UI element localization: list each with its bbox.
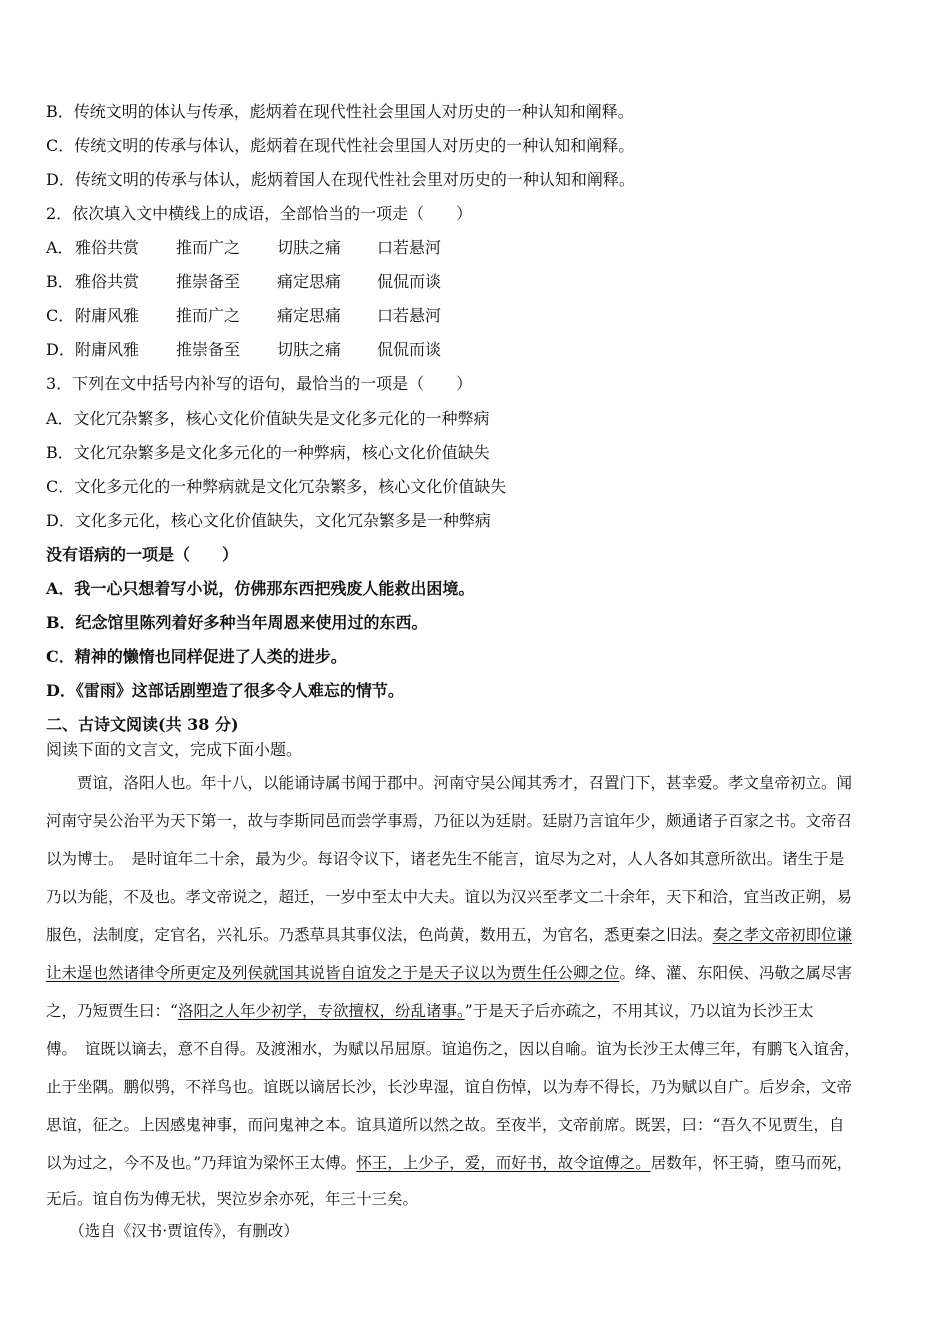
idiom: 雅俗共赏 [75,238,140,257]
option-label: A． [46,238,74,257]
passage-source: （选自《汉书·贾谊传》，有删改） [46,1222,299,1240]
q4-option-b: B．纪念馆里陈列着好多种当年周恩来使用过的东西。 [46,613,428,632]
idiom: 侃侃而谈 [377,272,442,291]
passage-line: 无后。谊自伤为傅无状，哭泣岁余亦死，年三十三矣。 [46,1190,419,1208]
passage-line: 思谊，征之。上因感鬼神事，而问鬼神之本。谊具道所以然之故。至夜半，文帝前席。既罢，曰：“吾久不见贾生，自 [46,1116,845,1134]
idiom: 雅俗共赏 [75,272,140,291]
q3-option-b: B．文化冗杂繁多是文化多元化的一种弊病，核心文化价值缺失 [46,443,490,462]
option-label: B． [46,272,74,291]
idiom: 推而广之 [176,238,241,257]
q4-option-c: C．精神的懒惰也同样促进了人类的进步。 [46,647,347,666]
idiom: 切肤之痛 [277,340,342,359]
underlined-sentence: 洛阳之人年少初学，专欲擅权，纷乱诸事。 [177,1002,465,1020]
passage-text: 居数年，怀王骑，堕马而死， [650,1154,853,1172]
passage-line [46,925,852,945]
underlined-sentence: 奏之孝文帝初即位谦 [712,926,853,944]
q1-option-b: B．传统文明的体认与传承，彪炳着在现代性社会里国人对历史的一种认知和阐释。 [46,102,634,121]
idiom: 痛定思痛 [277,272,342,291]
q1-option-d: D．传统文明的传承与体认，彪炳着国人在现代性社会里对历史的一种认知和阐释。 [46,170,635,189]
idiom: 口若悬河 [377,306,442,325]
idiom: 附庸风雅 [75,340,140,359]
passage-text: 服色，法制度，定官名，兴礼乐。乃悉草具其事仪法，色尚黄，数用五，为官名，悉更秦之旧法。 [46,926,713,944]
idiom: 推崇备至 [176,272,241,291]
idiom: 侃侃而谈 [377,340,442,359]
section-instruction: 阅读下面的文言文，完成下面小题。 [46,740,303,759]
passage-line: 河南守吴公治平为天下第一，故与李斯同邑而尝学事焉，乃征以为廷尉。廷尉乃言谊年少，颇通诸子百家之书。文帝召 [46,812,853,830]
idiom: 切肤之痛 [277,238,342,257]
passage-line [46,1153,852,1173]
idiom: 附庸风雅 [75,306,140,325]
passage-text: 。绛、灌、东阳侯、冯敬之属尽害 [619,964,853,982]
passage-line: 乃以为能，不及也。孝文帝说之，超迁，一岁中至太中大夫。谊以为汉兴至孝文二十余年，天下和洽，宜当改正朔，易 [46,888,853,906]
q3-stem: 3．下列在文中括号内补写的语句，最恰当的一项是（ ） [46,374,473,393]
passage-text: 之，乃短贾生曰：“ [46,1002,178,1020]
option-label: D． [46,340,75,359]
q4-option-d: D．《雷雨》这部话剧塑造了很多令人难忘的情节。 [46,681,404,700]
passage-line: 以为博士。 是时谊年二十余，最为少。每诏令议下，诸老先生不能言，谊尽为之对，人人各如其意所欲出。诸生于是 [46,850,845,868]
passage-line: 贾谊，洛阳人也。年十八，以能诵诗属书闻于郡中。河南守吴公闻其秀才，召置门下，甚幸爱。孝文皇帝初立。闻 [46,774,853,792]
q4-option-a: A．我一心只想着写小说，仿佛那东西把残废人能救出困境。 [46,579,475,598]
q3-option-c: C．文化多元化的一种弊病就是文化冗杂繁多，核心文化价值缺失 [46,477,507,496]
q2-stem: 2．依次填入文中横线上的成语，全部恰当的一项走（ ） [46,204,473,223]
passage-line [46,963,852,983]
q3-option-a: A．文化冗杂繁多，核心文化价值缺失是文化多元化的一种弊病 [46,409,490,428]
q4-stem: 没有语病的一项是（ ） [46,545,239,564]
passage-line [46,1001,814,1021]
idiom: 推崇备至 [176,340,241,359]
underlined-sentence: 让未逞也然诸律令所更定及列侯就国其说皆自谊发之于是天子议以为贾生任公卿之位 [46,964,620,982]
passage-line: 傅。 谊既以谪去，意不自得。及渡湘水，为赋以吊屈原。谊追伤之，因以自喻。谊为长沙王太傅三年，有鹏飞入谊舍， [46,1040,860,1058]
idiom: 口若悬河 [377,238,442,257]
section-title: 二、古诗文阅读(共 38 分) [46,715,239,734]
idiom: 痛定思痛 [277,306,342,325]
q1-option-c: C．传统文明的传承与体认，彪炳着在现代性社会里国人对历史的一种认知和阐释。 [46,136,635,155]
underlined-sentence: 怀王，上少子，爱，而好书，故令谊傅之。 [356,1154,651,1172]
passage-text: 以为过之，今不及也。”乃拜谊为梁怀王太傅。 [46,1154,357,1172]
passage-text: ”于是天子后亦疏之，不用其议，乃以谊为长沙王太 [464,1002,814,1020]
q3-option-d: D．文化多元化，核心文化价值缺失，文化冗杂繁多是一种弊病 [46,511,491,530]
option-label: C． [46,306,75,325]
passage-line: 止于坐隅。鹏似鸮，不祥鸟也。谊既以谪居长沙，长沙卑湿，谊自伤悼，以为寿不得长，乃为赋以自广。后岁余，文帝 [46,1078,853,1096]
idiom: 推而广之 [176,306,241,325]
